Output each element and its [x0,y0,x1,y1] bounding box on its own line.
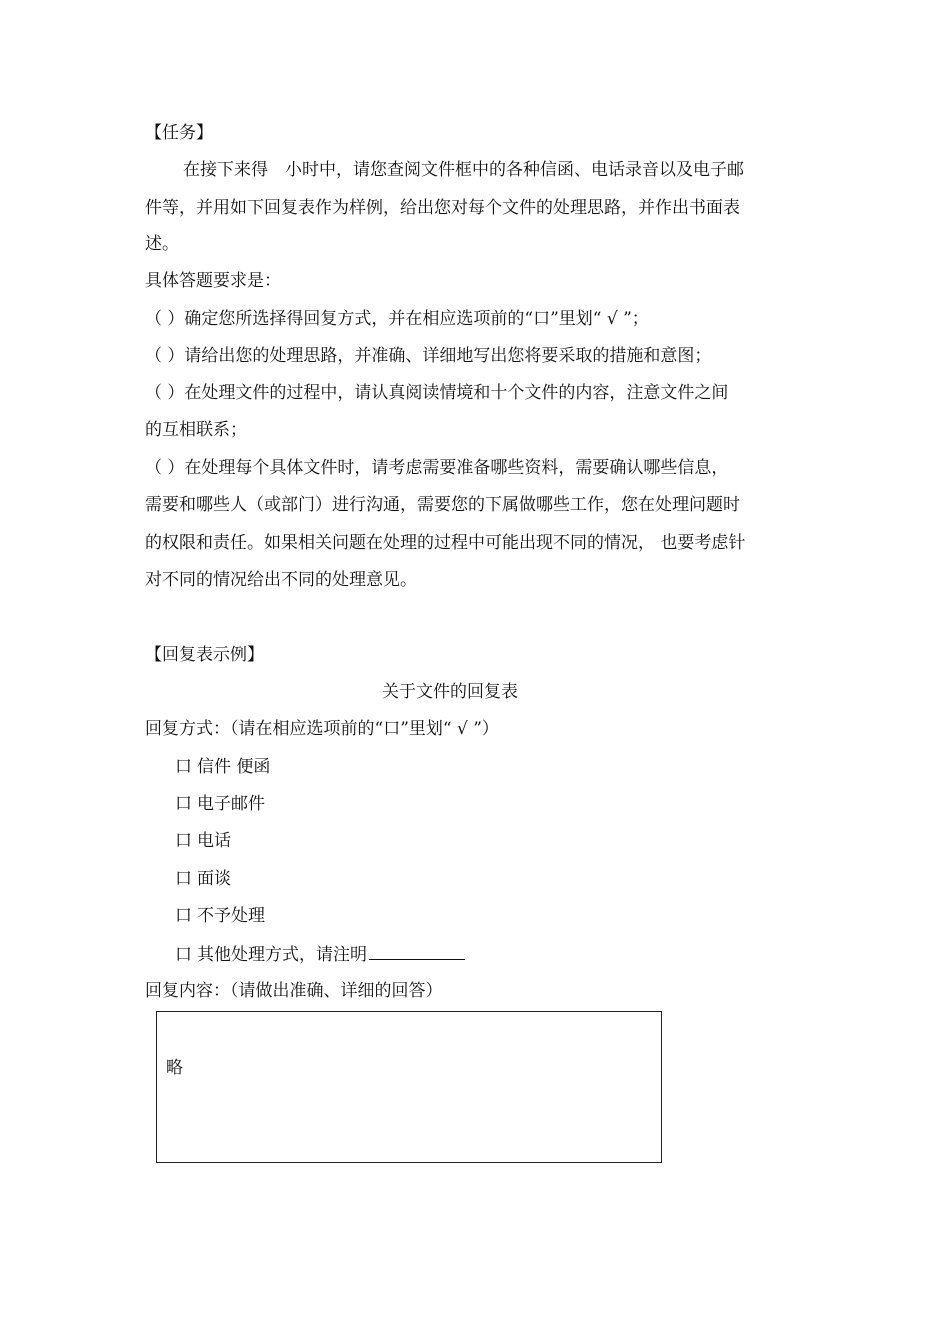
reply-content-box[interactable] [156,1011,662,1163]
intro-line-1: 在接下来得 小时中，请您查阅文件框中的各种信函、电话录音以及电子邮 [183,160,744,180]
option-label: 电子邮件 [197,794,265,814]
checkbox-icon[interactable]: 口 [175,831,192,851]
option-other[interactable] [175,941,465,967]
option-label: 电话 [197,831,231,851]
form-title: 关于文件的回复表 [382,682,518,702]
option-email[interactable] [175,792,265,816]
checkbox-icon[interactable]: 口 [175,945,192,965]
option-letter-memo[interactable] [175,755,270,779]
intro-line-2: 件等，并用如下回复表作为样例，给出您对每个文件的处理思路，并作出书面表 [145,198,740,218]
option-phone[interactable] [175,829,231,853]
requirement-line-7: 的权限和责任。如果相关问题在处理的过程中可能出现不同的情况， 也要考虑针 [145,533,746,553]
reply-content-text: 略 [166,1058,183,1078]
requirement-line-2: （ ）请给出您的处理思路，并准确、详细地写出您将要采取的措施和意图； [145,346,712,366]
requirement-line-1: （ ）确定您所选择得回复方式，并在相应选项前的“口”里划“ √ ”； [145,309,649,329]
requirement-line-3: （ ）在处理文件的过程中，请认真阅读情境和十个文件的内容，注意文件之间 [145,383,729,403]
option-interview[interactable] [175,867,231,891]
option-label: 面谈 [197,869,231,889]
reply-content-label: 回复内容：（请做出准确、详细的回答） [145,981,443,1001]
task-heading: 【任务】 [145,123,213,143]
requirement-line-4: 的互相联系； [145,420,247,440]
requirements-label: 具体答题要求是： [145,271,281,291]
requirement-line-8: 对不同的情况给出不同的处理意见。 [145,570,417,590]
reply-method-label: 回复方式：（请在相应选项前的“口”里划“ √ ”） [145,719,499,739]
checkbox-icon[interactable]: 口 [175,906,192,926]
requirement-line-5: （ ）在处理每个具体文件时，请考虑需要准备哪些资料，需要确认哪些信息， [145,458,729,478]
intro-line-3: 述。 [145,234,179,254]
checkbox-icon[interactable]: 口 [175,757,192,777]
checkbox-icon[interactable]: 口 [175,794,192,814]
option-label: 不予处理 [197,906,265,926]
requirement-line-6: 需要和哪些人（或部门）进行沟通，需要您的下属做哪些工作，您在处理问题时 [145,495,740,515]
option-label: 其他处理方式，请注明 [197,945,367,965]
example-heading: 【回复表示例】 [145,645,264,665]
option-label: 信件 便函 [197,757,271,777]
other-method-blank[interactable] [369,941,465,960]
option-no-action[interactable] [175,904,265,928]
checkbox-icon[interactable]: 口 [175,869,192,889]
